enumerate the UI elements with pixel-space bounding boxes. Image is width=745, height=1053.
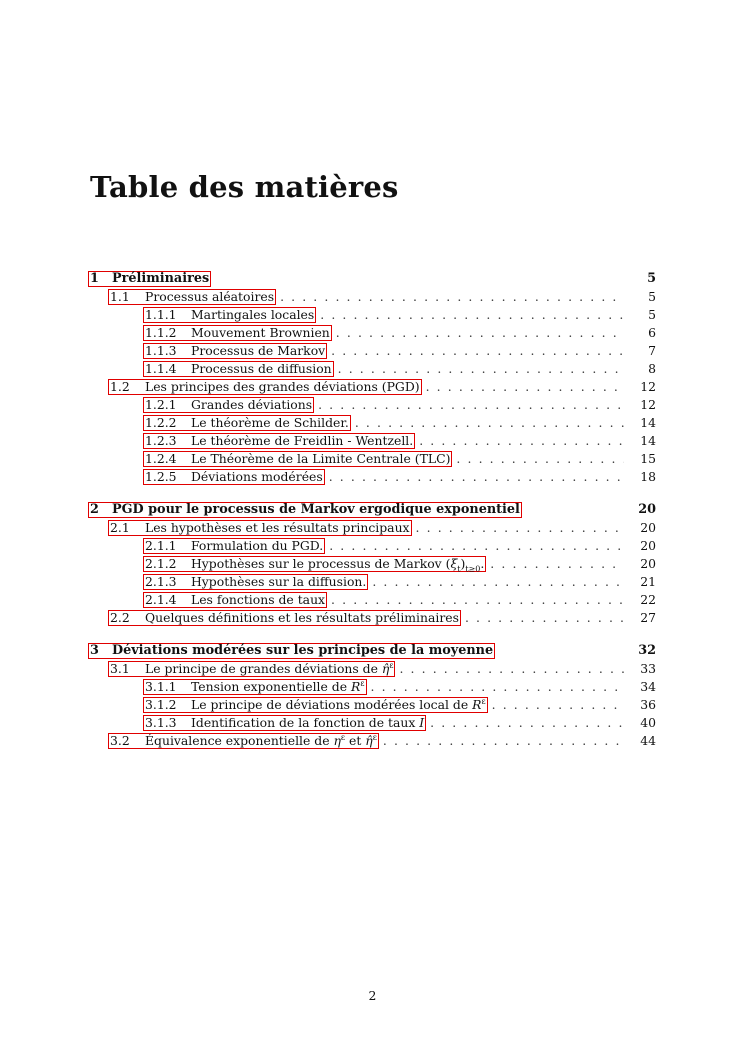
toc-number: 2.1 <box>110 520 130 535</box>
toc-section-3-2 <box>88 732 656 750</box>
toc-title: Mouvement Brownien <box>191 325 330 340</box>
toc-leader <box>331 591 624 609</box>
toc-page-number: 20 <box>638 502 656 517</box>
toc-number: 2.1.4 <box>145 592 177 607</box>
toc-title-text: et <box>345 733 366 748</box>
math-superscript: ε <box>389 660 394 670</box>
toc-page-number: 7 <box>648 343 656 358</box>
toc-link-subsection-1-1-3[interactable] <box>143 343 327 359</box>
toc-title: Les principes des grandes déviations (PGD) <box>145 379 420 394</box>
math-superscript: ε <box>481 696 486 706</box>
toc-link-subsection-2-1-2[interactable] <box>143 556 486 572</box>
toc-link-subsection-1-1-1[interactable] <box>143 307 316 323</box>
toc-title: Le Théorème de la Limite Centrale (TLC) <box>191 451 451 466</box>
toc-title <box>191 698 486 712</box>
toc-title-text: Tension exponentielle de <box>191 679 351 694</box>
toc-leader <box>419 432 624 450</box>
toc-leader <box>355 414 624 432</box>
toc-page-number: 8 <box>648 361 656 376</box>
math-superscript: ε <box>372 732 377 742</box>
toc-title <box>191 716 424 730</box>
toc-page-number: 33 <box>640 661 656 676</box>
toc-number: 1.1.3 <box>145 343 177 358</box>
toc-title <box>145 734 377 748</box>
toc-subsection-2-1-4 <box>88 591 656 609</box>
toc-subsection-1-2-5 <box>88 468 656 486</box>
toc-section-1-1 <box>88 288 656 306</box>
toc-link-subsection-1-2-1[interactable] <box>143 397 314 413</box>
toc-leader <box>318 396 624 414</box>
toc-title-text: Identification de la fonction de taux <box>191 715 420 730</box>
toc-leader <box>329 537 624 555</box>
toc-number: 1.2.2 <box>145 415 177 430</box>
math-symbol-eta-hat: η̂ <box>381 661 390 676</box>
toc-page-number: 21 <box>640 574 656 589</box>
toc-link-chapter-2[interactable] <box>88 502 522 518</box>
toc-page-number: 5 <box>648 289 656 304</box>
toc-leader <box>490 555 624 573</box>
toc-number: 1.2.5 <box>145 469 177 484</box>
toc-number: 2.1.2 <box>145 556 177 571</box>
toc-leader <box>465 609 624 627</box>
toc-number: 2 <box>90 502 99 517</box>
toc-link-subsection-3-1-1[interactable] <box>143 679 367 695</box>
toc-number: 1.2.1 <box>145 397 177 412</box>
toc-page-number: 20 <box>640 520 656 535</box>
toc-page-number: 15 <box>640 451 656 466</box>
toc-title: Quelques définitions et les résultats préliminaires <box>145 610 459 625</box>
toc-subsection-2-1-3 <box>88 573 656 591</box>
toc-title <box>191 556 485 574</box>
toc-page-number: 12 <box>640 397 656 412</box>
toc-page-number: 14 <box>640 433 656 448</box>
toc-subsection-3-1-1 <box>88 678 656 696</box>
toc-chapter-2 <box>88 501 656 519</box>
toc-number: 3.1.1 <box>145 679 177 694</box>
toc-title: Hypothèses sur la diffusion. <box>191 574 367 589</box>
toc-leader <box>329 468 624 486</box>
math-superscript: ε <box>360 678 365 688</box>
toc-page-number: 40 <box>640 715 656 730</box>
toc-number: 1.2.4 <box>145 451 177 466</box>
toc-title: Le théorème de Freidlin - Wentzell. <box>191 433 414 448</box>
toc-link-subsection-1-2-5[interactable] <box>143 469 325 485</box>
toc-title: PGD pour le processus de Markov ergodique exponentiel <box>112 502 520 517</box>
toc-leader <box>338 360 624 378</box>
toc-leader <box>371 678 625 696</box>
toc-subsection-3-1-3 <box>88 714 656 732</box>
toc-page-number: 34 <box>640 679 656 694</box>
toc-leader <box>426 378 624 396</box>
toc-subsection-1-1-2 <box>88 324 656 342</box>
toc-leader <box>280 288 624 306</box>
toc-link-section-2-1[interactable] <box>108 520 412 536</box>
toc-page-number: 18 <box>640 469 656 484</box>
toc-subsection-1-1-4 <box>88 360 656 378</box>
toc-title-text: . <box>480 556 485 571</box>
toc-page-number: 44 <box>640 733 656 748</box>
toc-page-number: 20 <box>640 556 656 571</box>
toc-leader <box>492 696 624 714</box>
toc-link-subsection-3-1-2[interactable] <box>143 697 488 713</box>
toc-title <box>191 680 365 694</box>
toc-title: Grandes déviations <box>191 397 313 412</box>
toc-link-subsection-2-1-4[interactable] <box>143 592 327 608</box>
toc-link-subsection-1-2-3[interactable] <box>143 433 415 449</box>
toc-leader <box>331 342 624 360</box>
toc-title-text: Hypothèses sur le processus de Markov ( <box>191 556 451 571</box>
toc-number: 1.1 <box>110 289 130 304</box>
toc-title: Préliminaires <box>112 271 210 286</box>
toc-page-number: 36 <box>640 697 656 712</box>
toc-leader <box>320 306 624 324</box>
math-symbol-r: R <box>472 697 482 712</box>
toc-section-2-1 <box>88 519 656 537</box>
toc-number: 3.1.3 <box>145 715 177 730</box>
toc-link-subsection-1-1-4[interactable] <box>143 361 334 377</box>
toc-subsection-1-2-2 <box>88 414 656 432</box>
math-subscript: t <box>457 564 461 574</box>
toc-title: Les hypothèses et les résultats principaux <box>145 520 410 535</box>
toc-link-section-3-1[interactable] <box>108 661 395 677</box>
toc-link-subsection-3-1-3[interactable] <box>143 715 426 731</box>
toc-page-number: 20 <box>640 538 656 553</box>
toc-chapter-3 <box>88 642 656 660</box>
toc-subsection-1-2-3 <box>88 432 656 450</box>
toc-number: 3 <box>90 643 99 658</box>
toc-number: 1.2.3 <box>145 433 177 448</box>
toc-section-3-1 <box>88 660 656 678</box>
math-superscript: ε <box>340 732 346 742</box>
toc-number: 1.1.4 <box>145 361 177 376</box>
math-symbol-i: I <box>419 715 425 730</box>
toc-link-section-1-2[interactable] <box>108 379 422 395</box>
toc-page-number: 22 <box>640 592 656 607</box>
toc-number: 3.1 <box>110 661 130 676</box>
toc-title: Processus aléatoires <box>145 289 275 304</box>
toc-link-subsection-2-1-3[interactable] <box>143 574 368 590</box>
toc-title: Processus de diffusion <box>191 361 332 376</box>
toc-title: Déviations modérées <box>191 469 323 484</box>
toc-number: 2.1.3 <box>145 574 177 589</box>
math-symbol-eta-hat: η̂ <box>365 733 373 748</box>
toc-number: 1 <box>90 271 99 286</box>
toc-title <box>145 662 393 676</box>
toc-link-section-3-2[interactable] <box>108 733 379 749</box>
math-symbol-xi: ξ <box>450 556 458 571</box>
toc-number: 3.1.2 <box>145 697 177 712</box>
toc-title-text: Le principe de grandes déviations de <box>145 661 382 676</box>
toc-leader <box>383 732 624 750</box>
toc-page-number: 5 <box>648 307 656 322</box>
toc-number: 2.2 <box>110 610 130 625</box>
page-title: Table des matières <box>90 170 399 204</box>
toc-link-section-2-2[interactable] <box>108 610 461 626</box>
toc-number: 3.2 <box>110 733 130 748</box>
toc-page-number: 32 <box>638 643 656 658</box>
toc-chapter-1 <box>88 270 656 288</box>
toc-number: 2.1.1 <box>145 538 177 553</box>
toc-page-number: 27 <box>640 610 656 625</box>
table-of-contents <box>88 270 656 750</box>
toc-link-subsection-2-1-1[interactable] <box>143 538 325 554</box>
page-number-footer: 2 <box>368 988 377 1003</box>
toc-subsection-2-1-2 <box>88 555 656 573</box>
toc-leader <box>372 573 624 591</box>
math-subscript: t≥0 <box>465 564 481 574</box>
toc-link-subsection-1-2-4[interactable] <box>143 451 452 467</box>
toc-link-section-1-1[interactable] <box>108 289 276 305</box>
toc-title-text: Équivalence exponentielle de <box>145 733 334 748</box>
toc-title: Le théorème de Schilder. <box>191 415 349 430</box>
toc-number: 1.1.2 <box>145 325 177 340</box>
toc-number: 1.2 <box>110 379 130 394</box>
toc-link-chapter-3[interactable] <box>88 643 495 659</box>
toc-page-number: 6 <box>648 325 656 340</box>
toc-section-1-2 <box>88 378 656 396</box>
toc-link-subsection-1-2-2[interactable] <box>143 415 351 431</box>
toc-subsection-1-2-1 <box>88 396 656 414</box>
toc-section-2-2 <box>88 609 656 627</box>
toc-subsection-1-1-1 <box>88 306 656 324</box>
toc-subsection-1-2-4 <box>88 450 656 468</box>
math-symbol-r: R <box>351 679 361 694</box>
toc-leader <box>456 450 624 468</box>
toc-subsection-2-1-1 <box>88 537 656 555</box>
toc-page-number: 14 <box>640 415 656 430</box>
toc-leader <box>430 714 624 732</box>
toc-title: Déviations modérées sur les principes de la moyenne <box>112 643 494 658</box>
math-symbol-eta: η <box>333 733 341 748</box>
toc-title: Processus de Markov <box>191 343 326 358</box>
toc-subsection-1-1-3 <box>88 342 656 360</box>
toc-page-number: 5 <box>647 271 656 286</box>
toc-title: Martingales locales <box>191 307 315 322</box>
toc-page-number: 12 <box>640 379 656 394</box>
toc-title-text: Le principe de déviations modérées local de <box>191 697 473 712</box>
toc-number: 1.1.1 <box>145 307 177 322</box>
toc-title: Formulation du PGD. <box>191 538 324 553</box>
toc-leader <box>416 519 624 537</box>
toc-link-chapter-1[interactable] <box>88 271 211 287</box>
math-paren: ) <box>460 556 466 571</box>
toc-link-subsection-1-1-2[interactable] <box>143 325 332 341</box>
toc-leader <box>336 324 624 342</box>
toc-title: Les fonctions de taux <box>191 592 326 607</box>
toc-subsection-3-1-2 <box>88 696 656 714</box>
toc-leader <box>399 660 624 678</box>
